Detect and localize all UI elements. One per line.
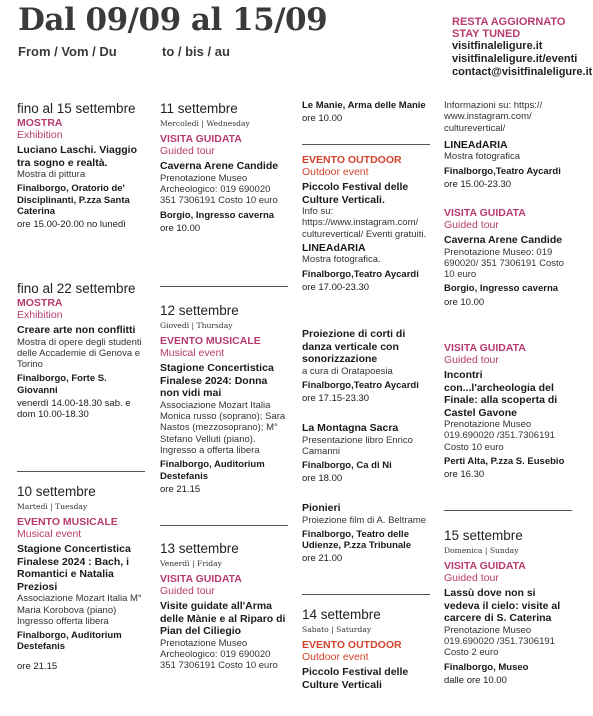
event-place: Finalborgo,Teatro Aycardi: [302, 268, 419, 280]
event-desc: Mostra fotografica.: [302, 254, 381, 266]
category-sub: Outdoor event: [302, 651, 369, 664]
event-place: Finalborgo, Museo: [444, 661, 529, 673]
event-desc: Prenotazione Museo 019.690020 /351.7306191 Costo 10 euro: [444, 419, 555, 453]
event-desc: Mostra di opere degli studenti delle Accademie di Genova e Torino: [17, 336, 142, 371]
stay-tuned-en: STAY TUNED: [452, 28, 521, 40]
event-time: ore 10.00: [302, 113, 343, 125]
category: MOSTRA: [17, 297, 63, 309]
category: EVENTO OUTDOOR: [302, 639, 402, 652]
date-header: 12 settembre: [160, 303, 239, 318]
event-12-settembre: [160, 302, 288, 495]
event-15-settembre: [444, 527, 572, 686]
event-desc: Associazione Mozart Italia Monica russo (soprano); Sara Nastos (mezzosoprano); M° Stefano Velluti (piano). Ingresso a offerta libera: [160, 399, 286, 456]
event-time: ore 10.00: [160, 222, 201, 234]
event-desc: Informazioni su: https:// www.instagram.com/ culturevertical/: [444, 100, 543, 134]
event-laschi: [17, 100, 145, 230]
date-header: fino al 15 settembre: [17, 101, 136, 116]
day-label: Domenica | Sunday: [444, 546, 519, 555]
event-desc: Prenotazione Museo 019.690020 /351.7306191 Costo 2 euro: [444, 624, 555, 659]
event-creare-arte: [17, 280, 145, 421]
event-place: Finalborgo, Oratorio de' Disciplinanti, P.zza Santa Caterina: [17, 183, 130, 217]
event-arene-candide: [444, 207, 572, 308]
date-header: 11 settembre: [160, 101, 238, 116]
event-desc: Prenotazione Museo: 019 690020/ 351 7306191 Costo 10 euro: [444, 246, 564, 281]
event-place: Finalborgo,Teatro Aycardi: [302, 379, 419, 391]
event-desc: Mostra fotografica: [444, 151, 521, 163]
category: VISITA GUIDATA: [444, 342, 526, 354]
events-link[interactable]: visitfinaleligure.it/eventi: [452, 53, 578, 65]
category: EVENTO OUTDOOR: [302, 154, 402, 166]
event-time: venerdì 14.00-18.30 sab. e dom 10.00-18.30: [17, 397, 131, 421]
column-3: [302, 100, 430, 716]
day-label: Mercoledì | Wednesday: [160, 119, 250, 128]
category-sub: Guided tour: [444, 219, 499, 231]
event-time: ore 15.00-20.00 no lunedì: [17, 219, 126, 231]
date-header: 14 settembre: [302, 607, 381, 622]
date-header: 13 settembre: [160, 541, 239, 556]
event-place: Perti Alta, P.zza S. Eusebio: [444, 455, 565, 467]
category: MOSTRA: [17, 117, 63, 129]
day-label: Venerdì | Friday: [160, 559, 222, 568]
event-place: Finalborgo, Forte S. Giovanni: [17, 373, 107, 396]
event-title: Incontri con...l'archeologia del Finale: alla scoperta di Castel Gavone: [444, 369, 558, 419]
event-place: Finalborgo, Auditorium Destefanis: [160, 459, 265, 482]
event-place: Finalborgo, Ca di Ni: [302, 460, 392, 472]
event-10-settembre: [17, 483, 145, 672]
event-time: ore 21.15: [17, 660, 58, 672]
event-title: Lassù dove non si vedeva il cielo: visite al carcere di S. Caterina: [444, 587, 561, 625]
event-place: Finalborgo, Auditorium Destefanis: [17, 630, 122, 653]
category: VISITA GUIDATA: [160, 133, 242, 146]
event-time: ore 17.15-23.30: [302, 393, 370, 405]
day-label: Giovedì | Thursday: [160, 321, 233, 330]
event-time: ore 17.00-23.30: [302, 281, 370, 293]
event-14-settembre: [302, 606, 430, 691]
event-info-cont: [444, 100, 572, 190]
event-place: Le Manie, Arma delle Manie: [302, 100, 426, 111]
date-header: 10 settembre: [17, 484, 96, 499]
to-label: to / bis / au: [162, 44, 230, 59]
event-time: ore 10.00: [444, 296, 485, 308]
event-time: ore 16.30: [444, 469, 485, 481]
event-title: Proiezione di corti di danza verticale con sonorizzazione: [302, 328, 406, 365]
event-festival-verticali: [302, 154, 430, 293]
category-sub: Guided tour: [444, 354, 499, 366]
event-time: dalle ore 10.00: [444, 674, 507, 686]
category: VISITA GUIDATA: [444, 560, 526, 573]
category: VISITA GUIDATA: [160, 573, 242, 586]
event-13-settembre: [160, 540, 288, 672]
event-pionieri: [302, 502, 430, 565]
event-castel-gavone: [444, 342, 572, 480]
event-desc: Info su: https://www.instagram.com/ culturevertical/ Eventi gratuiti.: [302, 206, 427, 240]
divider: [17, 471, 145, 472]
category-sub: Musical event: [17, 528, 82, 541]
from-label: From / Vom / Du: [18, 44, 117, 59]
event-time: ore 21.15: [160, 483, 201, 495]
event-11-settembre: [160, 100, 288, 234]
event-title: Caverna Arene Candide: [444, 234, 563, 246]
event-time: ore 15.00-23.30: [444, 178, 512, 190]
event-place: Finalborgo, Teatro delle Udienze, P.zza Tribunale: [302, 528, 412, 552]
column-1: [17, 100, 145, 716]
event-desc: Associazione Mozart Italia M° Maria Korobova (piano) Ingresso offerta libera: [17, 593, 142, 627]
column-4: [444, 100, 572, 716]
category-sub: Musical event: [160, 347, 225, 360]
event-place: Borgio, Ingresso caverna: [160, 209, 275, 221]
event-desc: Proiezione film di A. Beltrame: [302, 514, 427, 526]
divider: [444, 510, 572, 511]
divider: [160, 525, 288, 526]
event-desc: Presentazione libro Enrico Camanni: [302, 434, 413, 457]
event-place: Finalborgo,Teatro Aycardi: [444, 165, 561, 177]
category-sub: Guided tour: [160, 145, 215, 158]
date-header: fino al 22 settembre: [17, 281, 136, 296]
category-sub: Outdoor event: [302, 166, 369, 178]
event-time: ore 18.00: [302, 473, 343, 485]
category: EVENTO MUSICALE: [17, 516, 118, 529]
stay-tuned-box: [452, 16, 592, 79]
event-title-lineadaria: LINEAdARIA: [444, 138, 508, 151]
event-montagna-sacra: [302, 422, 430, 485]
event-desc: Prenotazione Museo Archeologico: 019 690020 351 7306191 Costo 10 euro: [160, 637, 278, 672]
day-label: Martedì | Tuesday: [17, 502, 88, 511]
event-place: Borgio, Ingresso caverna: [444, 283, 559, 295]
divider: [160, 286, 288, 287]
event-title: Visite guidate all'Arma delle Mànie e al Riparo di Pian del Ciliegio: [160, 600, 286, 638]
event-time: ore 21.00: [302, 553, 343, 565]
category: EVENTO MUSICALE: [160, 335, 261, 348]
email-link[interactable]: contact@visitfinaleligure.it: [452, 66, 593, 78]
column-2: [160, 100, 288, 716]
divider: [302, 594, 430, 595]
category-sub: Exhibition: [17, 129, 63, 141]
category-sub: Exhibition: [17, 309, 63, 321]
event-title: Caverna Arene Candide: [160, 160, 279, 173]
divider: [302, 144, 430, 145]
event-title: La Montagna Sacra: [302, 422, 399, 434]
event-desc: Mostra di pittura: [17, 169, 86, 180]
event-title: Stagione Concertistica Finalese 2024: Donna non vidi mai: [160, 362, 274, 400]
page-title: Dal 09/09 al 15/09: [18, 2, 328, 38]
category: VISITA GUIDATA: [444, 207, 526, 219]
day-label: Sabato | Saturday: [302, 625, 372, 634]
event-title: Piccolo Festival delle Culture Verticali.: [302, 181, 409, 206]
event-manie-cont: [302, 100, 430, 125]
website-link[interactable]: visitfinaleligure.it: [452, 40, 543, 52]
stay-tuned-it: RESTA AGGIORNATO: [452, 16, 566, 28]
event-title: Pionieri: [302, 502, 341, 514]
category-sub: Guided tour: [444, 572, 499, 585]
event-desc: Prenotazione Museo Archeologico: 019 690020 351 7306191 Costo 10 euro: [160, 172, 278, 207]
event-title: Creare arte non conflitti: [17, 324, 136, 336]
event-title-lineadaria: LINEAdARIA: [302, 241, 366, 254]
event-title: Piccolo Festival delle Culture Verticali: [302, 666, 409, 691]
event-title: Luciano Laschi. Viaggio tra sogno e realtà.: [17, 144, 137, 169]
event-proiezione-corti: [302, 328, 430, 404]
category-sub: Guided tour: [160, 585, 215, 598]
event-title: Stagione Concertistica Finalese 2024 : Bach, i Romantici e Natalia Preziosi: [17, 543, 131, 593]
date-header: 15 settembre: [444, 528, 523, 543]
event-desc: a cura di Oratapoesia: [302, 365, 393, 377]
